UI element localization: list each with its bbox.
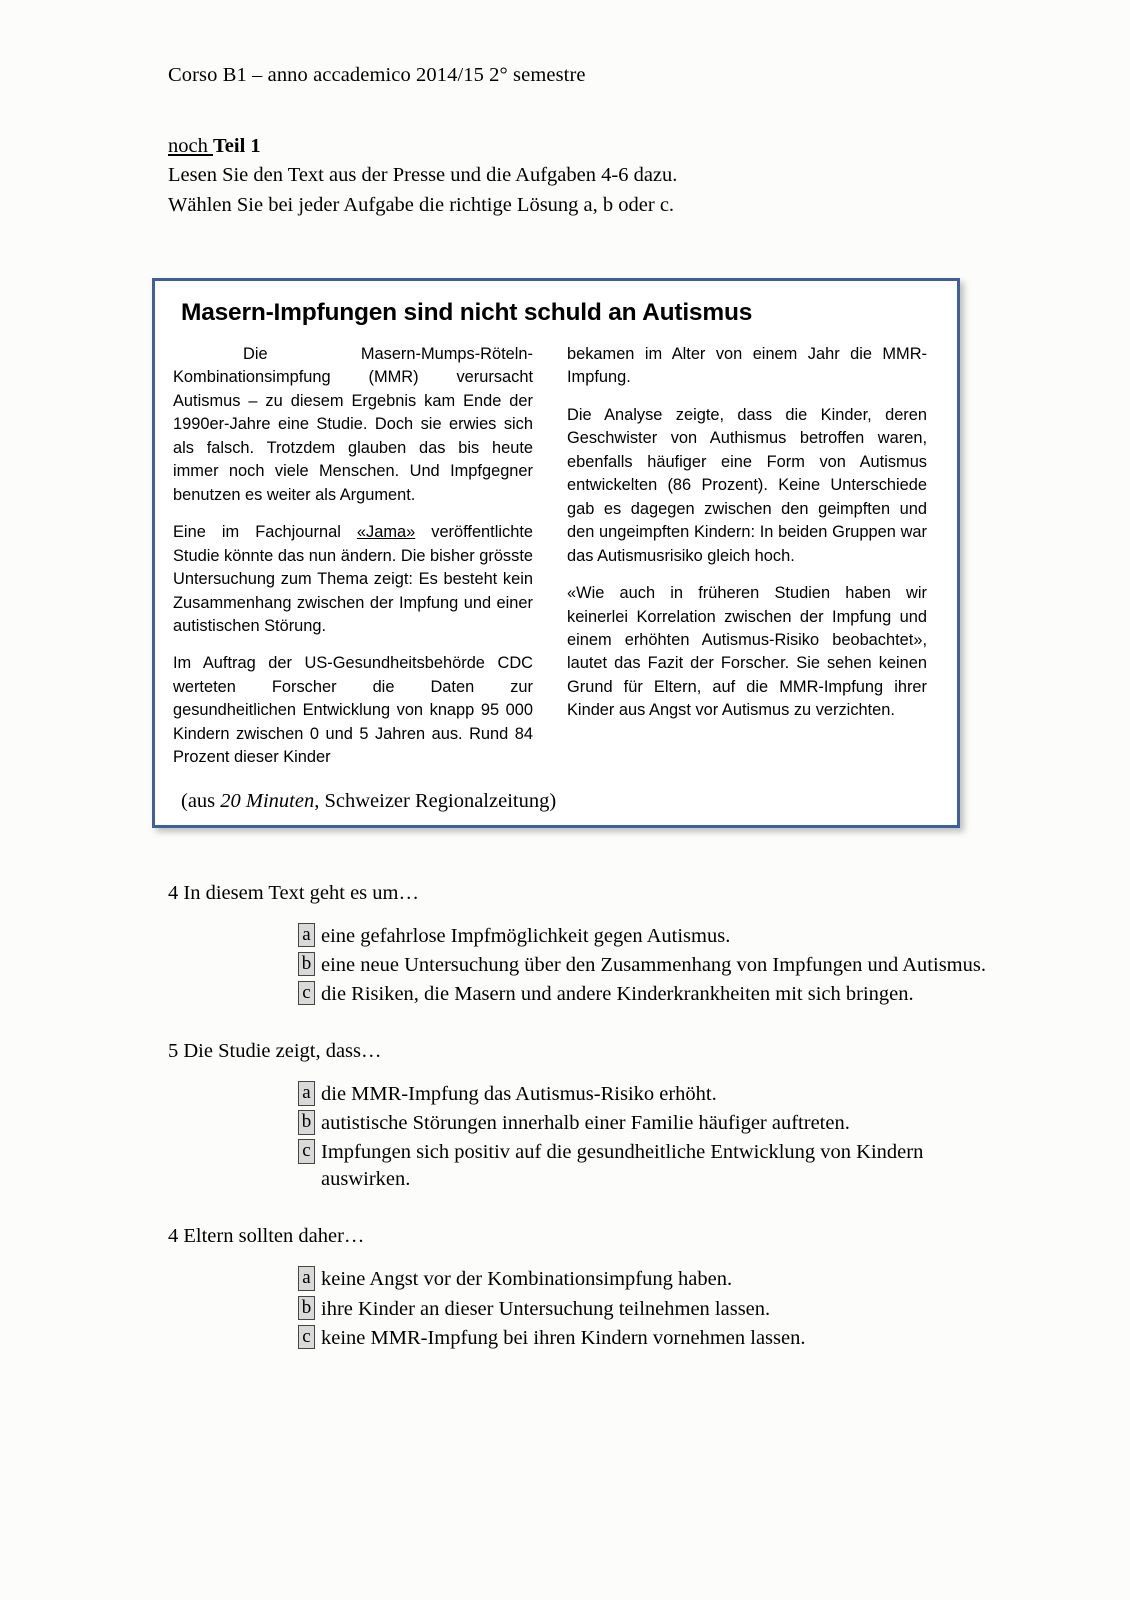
option-row[interactable] bbox=[298, 1139, 998, 1193]
option-row[interactable] bbox=[298, 1110, 998, 1137]
article-paragraph: Im Auftrag der US-Gesundheitsbehörde CDC werteten Forscher die Daten zur gesundheitlichen Entwicklung von knapp 95 000 Kindern zwischen 0 und 5 Jahren aus. Rund 84 Prozent dieser Kinder bbox=[173, 654, 533, 767]
task-instruction-1: Lesen Sie den Text aus der Presse und die Aufgaben 4-6 dazu. bbox=[168, 164, 678, 187]
task-heading-noch: noch bbox=[168, 134, 213, 157]
task-heading-teil: Teil 1 bbox=[212, 134, 261, 157]
article-source bbox=[181, 790, 937, 813]
option-row[interactable] bbox=[298, 1325, 998, 1352]
article-box bbox=[152, 278, 960, 828]
article-right-column bbox=[567, 343, 927, 784]
option-row[interactable] bbox=[298, 981, 998, 1008]
question-block bbox=[168, 880, 998, 1008]
article-source-title: 20 Minuten bbox=[220, 789, 315, 812]
option-text: autistische Störungen innerhalb einer Familie häufiger auftreten. bbox=[321, 1112, 850, 1135]
article-paragraph: Die Analyse zeigte, dass die Kinder, deren Geschwister von Authismus betroffen waren, ebenfalls häufiger eine Form von Autismus entwickelten (86 Prozent). Keine Unterschiede gab es dagegen zwischen den geimpften und den ungeimpften Kindern: In beiden Gruppen war das Autismusrisiko gleich hoch. bbox=[567, 405, 927, 565]
task-heading bbox=[168, 132, 968, 162]
question-block bbox=[168, 1223, 998, 1351]
option-row[interactable] bbox=[298, 923, 998, 950]
option-text: die Risiken, die Masern und andere Kinderkrankheiten mit sich bringen. bbox=[321, 983, 914, 1006]
article-left-column bbox=[173, 343, 533, 784]
article-source-suffix: , Schweizer Regionalzeitung) bbox=[314, 789, 557, 812]
article-source-prefix: (aus bbox=[181, 789, 221, 812]
question-stem: 4 Eltern sollten daher… bbox=[168, 1225, 365, 1248]
article-title: Masern-Impfungen sind nicht schuld an Autismus bbox=[181, 299, 753, 326]
article-paragraph: «Wie auch in früheren Studien haben wir keinerlei Korrelation zwischen der Impfung und einem erhöhten Autismus-Risiko beobachtet», lautet das Fazit der Forscher. Sie sehen keinen Grund für Eltern, auf die MMR-Impfung ihrer Kinder aus Angst vor Autismus zu verzichten. bbox=[567, 584, 927, 720]
option-letter-box[interactable]: b bbox=[298, 952, 315, 976]
option-row[interactable] bbox=[298, 1266, 998, 1293]
option-letter-box[interactable]: c bbox=[298, 1139, 315, 1163]
question-options bbox=[298, 1266, 998, 1351]
option-letter-box[interactable]: a bbox=[298, 923, 315, 947]
question-options bbox=[298, 923, 998, 1008]
option-letter-box[interactable]: a bbox=[298, 1266, 315, 1290]
document-header-area bbox=[168, 62, 968, 221]
option-row[interactable] bbox=[298, 1081, 998, 1108]
option-row[interactable] bbox=[298, 1296, 998, 1323]
option-text: eine neue Untersuchung über den Zusammenhang von Impfungen und Autismus. bbox=[321, 954, 986, 977]
option-text: keine MMR-Impfung bei ihren Kindern vornehmen lassen. bbox=[321, 1326, 806, 1349]
question-stem: 5 Die Studie zeigt, dass… bbox=[168, 1040, 382, 1063]
option-row[interactable] bbox=[298, 952, 998, 979]
course-header: Corso B1 – anno accademico 2014/15 2° semestre bbox=[168, 64, 586, 86]
option-text: ihre Kinder an dieser Untersuchung teilnehmen lassen. bbox=[321, 1297, 771, 1320]
article-paragraph: Eine im Fachjournal «Jama» veröffentlichte Studie könnte das nun ändern. Die bisher grösste Untersuchung zum Thema zeigt: Es besteht kein Zusammenhang zwischen der Impfung und einer autistischen Störung. bbox=[173, 523, 533, 635]
jama-journal-name: «Jama» bbox=[356, 523, 416, 542]
question-stem: 4 In diesem Text geht es um… bbox=[168, 882, 419, 904]
option-letter-box[interactable]: b bbox=[298, 1296, 315, 1320]
questions-area bbox=[168, 880, 998, 1382]
article-paragraph: Die Masern-Mumps-Röteln-Kombinationsimpfung (MMR) verursacht Autismus – zu diesem Ergebnis kam Ende der 1990er-Jahre eine Studie. Doch sie erwies sich als falsch. Trotzdem glauben das bis heute immer noch viele Menschen. Und Impfgegner benutzen es weiter als Argument. bbox=[173, 345, 533, 504]
option-letter-box[interactable]: c bbox=[298, 981, 315, 1005]
option-letter-box[interactable]: b bbox=[298, 1110, 315, 1134]
option-text: keine Angst vor der Kombinationsimpfung haben. bbox=[321, 1268, 733, 1291]
option-letter-box[interactable]: a bbox=[298, 1081, 315, 1105]
option-text: die MMR-Impfung das Autismus-Risiko erhöht. bbox=[321, 1083, 717, 1106]
article-columns bbox=[173, 343, 937, 784]
option-text: eine gefahrlose Impfmöglichkeit gegen Autismus. bbox=[321, 925, 731, 948]
question-options bbox=[298, 1081, 998, 1193]
option-text: Impfungen sich positiv auf die gesundheitliche Entwicklung von Kindern auswirken. bbox=[321, 1141, 924, 1191]
task-instruction-2: Wählen Sie bei jeder Aufgabe die richtige Lösung a, b oder c. bbox=[168, 194, 675, 217]
option-letter-box[interactable]: c bbox=[298, 1325, 315, 1349]
question-block bbox=[168, 1038, 998, 1193]
article-paragraph: bekamen im Alter von einem Jahr die MMR-Impfung. bbox=[567, 345, 927, 387]
